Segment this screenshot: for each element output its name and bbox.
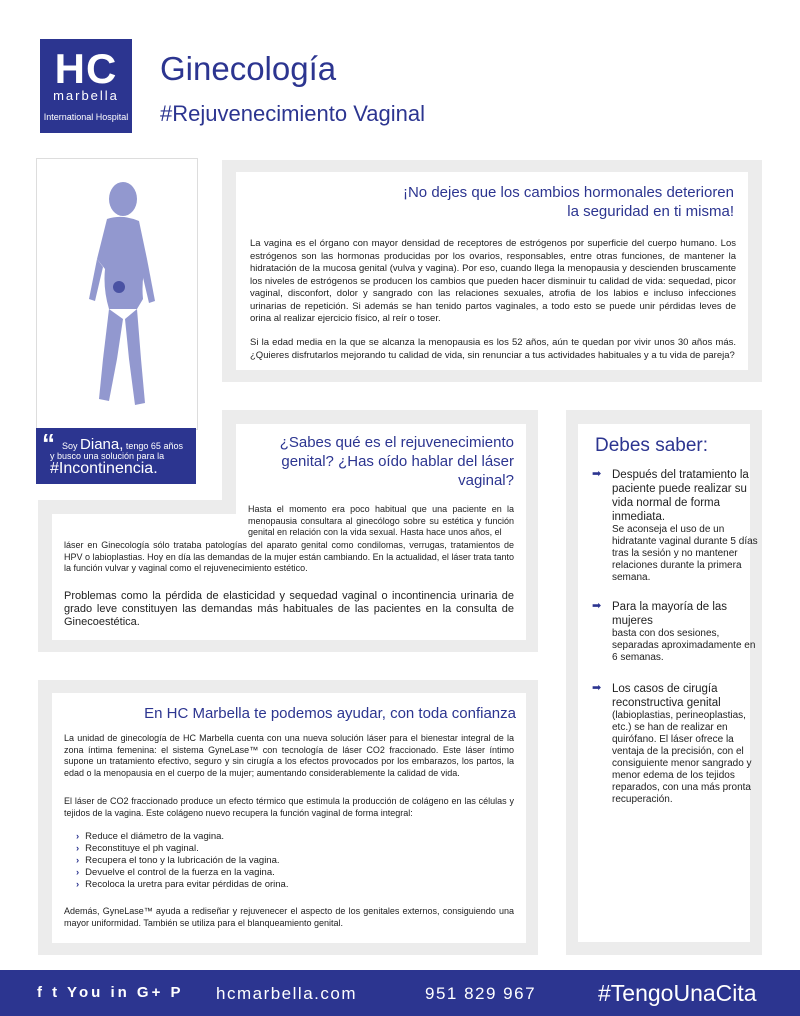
sidebar-item-1-text bbox=[612, 468, 762, 584]
bullet-item bbox=[76, 879, 288, 890]
section2-heading-line1: ¿Sabes qué es el rejuvenecimiento bbox=[279, 434, 514, 451]
footer-bar bbox=[0, 970, 800, 1016]
bullet-item bbox=[76, 855, 280, 866]
quote-age: tengo 65 años bbox=[125, 441, 183, 451]
website-link[interactable]: hcmarbella.com bbox=[216, 984, 357, 1003]
page-subtitle: #Rejuvenecimiento Vaginal bbox=[160, 101, 425, 126]
sidebar-item-3-detail: (labioplastias, perineoplastias, etc.) se han de realizar en quirófano. El láser ofrece la ventaja de la precisión, con el consiguiente menor sangrado y menor edema de los tejidos reparados, con una más pronta recuperación. bbox=[612, 710, 752, 805]
quote-line2: y busco una solución para la bbox=[50, 451, 165, 461]
section3-heading: En HC Marbella te podemos ayudar, con toda confianza bbox=[144, 705, 516, 722]
section1-para2: Si la edad media en la que se alcanza la menopausia es los 52 años, aún te quedan por vivir unos 30 años más. ¿Quieres disfrutarlos mejorando tu calidad de vida, sin renunciar a tus actividades habituales y a tu vida de pareja? bbox=[250, 337, 736, 361]
patient-quote bbox=[36, 428, 196, 484]
section2-heading bbox=[250, 433, 514, 490]
arrow-right-icon: ➡ bbox=[592, 682, 602, 694]
chevron-right-icon: › bbox=[76, 867, 80, 878]
hashtag: #TengoUnaCita bbox=[598, 980, 757, 1006]
chevron-right-icon: › bbox=[76, 831, 80, 842]
section2-heading-line3: vaginal? bbox=[458, 472, 514, 489]
page-title: Ginecología bbox=[160, 50, 337, 87]
arrow-right-icon: ➡ bbox=[592, 468, 602, 480]
section2-para1b: láser en Ginecología sólo trataba patologías del aparato genital como condilomas, verrugas, tratamientos de HPV o labioplastias. Hoy en día las demandas de la mujer están cambiando. En la actualidad, el láser trata tanto la función vulvar y vaginal como el rejuvenecimiento estético. bbox=[64, 540, 514, 573]
chevron-right-icon: › bbox=[76, 843, 80, 854]
logo-letters: HC bbox=[54, 45, 118, 92]
woman-figure-icon bbox=[37, 159, 197, 429]
quote-name: Diana, bbox=[80, 436, 124, 453]
bullet-item bbox=[76, 843, 199, 854]
chevron-right-icon: › bbox=[76, 855, 80, 866]
sidebar-item-2-lead: Para la mayoría de las mujeres bbox=[612, 601, 728, 627]
phone-number[interactable]: 951 829 967 bbox=[425, 984, 537, 1003]
bullet-text: Recupera el tono y la lubricación de la vagina. bbox=[85, 855, 280, 866]
sidebar-item-3-text bbox=[612, 682, 762, 806]
section1-para1: La vagina es el órgano con mayor densidad de receptores de estrógenos por superficie del cuerpo humano. Los estrógenos son las hormonas producidas por los ovarios, responsables, entre otras funciones, de mantener la hidratación de la mucosa genital (vulva y vagina). Por eso, cuando llega la menopausia y descienden bruscamente los niveles de estrógenos se producen los cambios que pueden hacer disminuir tu calidad de vida: sequedad, picor vaginal, disconfort, dolor y sangrado con las relaciones sexuales, atrofia de los labios e incluso infecciones urinarias de repetición. Si además se han tenido partos vaginales, a todo esto se puede unir pérdidas leves de orina al realizar ejercicio físico, al reír o toser. bbox=[250, 238, 736, 324]
logo-hospital: International Hospital bbox=[43, 112, 129, 122]
section2-para2: Problemas como la pérdida de elasticidad y sequedad vaginal o incontinencia urinaria de grado leve constituyen las demandas más habituales de las pacientes en la consulta de Ginecoestética. bbox=[64, 590, 514, 628]
arrow-right-icon: ➡ bbox=[592, 600, 602, 612]
section1-heading-line1: ¡No dejes que los cambios hormonales deterioren bbox=[402, 184, 734, 201]
chevron-right-icon: › bbox=[76, 879, 80, 890]
social-icons[interactable]: f t You in G+ P bbox=[37, 984, 184, 1001]
sidebar-item-3-lead: Los casos de cirugía reconstructiva genital bbox=[612, 683, 721, 709]
bullet-item bbox=[76, 831, 224, 842]
bullet-item bbox=[76, 867, 275, 878]
section1-heading bbox=[250, 183, 734, 221]
logo-city: marbella bbox=[53, 88, 119, 103]
section3-para1: La unidad de ginecología de HC Marbella cuenta con una nueva solución láser para el bienestar integral de la zona íntima femenina: el sistema GyneLase™ con tecnología de láser CO2 fraccionado. Este láser íntimo supone un tratamiento efectivo, seguro y sin cirugía a los efectos provocados por los embarazos, los partos, la edad o la menopausia en el cuerpo de la mujer; aumentando considerablemente la calidad de vida. bbox=[64, 733, 514, 778]
section3-para3: Además, GyneLase™ ayuda a rediseñar y rejuvenecer el aspecto de los genitales externos, consiguiendo una mayor uniformidad. También se utiliza para el blanqueamiento genital. bbox=[64, 906, 514, 928]
quote-soy: Soy bbox=[62, 441, 78, 451]
sidebar-title: Debes saber: bbox=[595, 435, 709, 456]
sidebar-item-2-detail: basta con dos sesiones, separadas aproximadamente en 6 semanas. bbox=[612, 628, 756, 663]
section2-heading-line2: genital? ¿Has oído hablar del láser bbox=[281, 453, 514, 470]
section2-para1a: Hasta el momento era poco habitual que una paciente en la menopausia consultara al ginecólogo sobre su estética y función genital en relación con la vida sexual. Hasta hace unos años, el bbox=[248, 504, 514, 537]
quote-mark: “ bbox=[42, 428, 55, 458]
sidebar-item-2-text bbox=[612, 600, 762, 664]
bullet-text: Reduce el diámetro de la vagina. bbox=[85, 831, 225, 842]
bullet-text: Recoloca la uretra para evitar pérdidas de orina. bbox=[85, 879, 289, 890]
section1-heading-line2: la seguridad en ti misma! bbox=[567, 203, 734, 220]
hc-marbella-logo bbox=[40, 39, 132, 133]
bullet-text: Reconstituye el ph vaginal. bbox=[85, 843, 199, 854]
sidebar-item-1-detail: Se aconseja el uso de un hidratante vaginal durante 5 días tras la sesión y no mantener relaciones durante la primera semana. bbox=[612, 524, 758, 583]
section3-para2: El láser de CO2 fraccionado produce un efecto térmico que estimula la producción de colágeno en las células y tejidos de la vagina. Este colágeno nuevo recupera la función vaginal de forma integral: bbox=[64, 796, 514, 818]
sidebar-item-1-lead: Después del tratamiento la paciente puede realizar su vida normal de forma inmediata. bbox=[612, 469, 749, 523]
bullet-text: Devuelve el control de la fuerza en la vagina. bbox=[85, 867, 275, 878]
patient-illustration bbox=[36, 158, 198, 430]
quote-tag: #Incontinencia. bbox=[50, 460, 158, 477]
